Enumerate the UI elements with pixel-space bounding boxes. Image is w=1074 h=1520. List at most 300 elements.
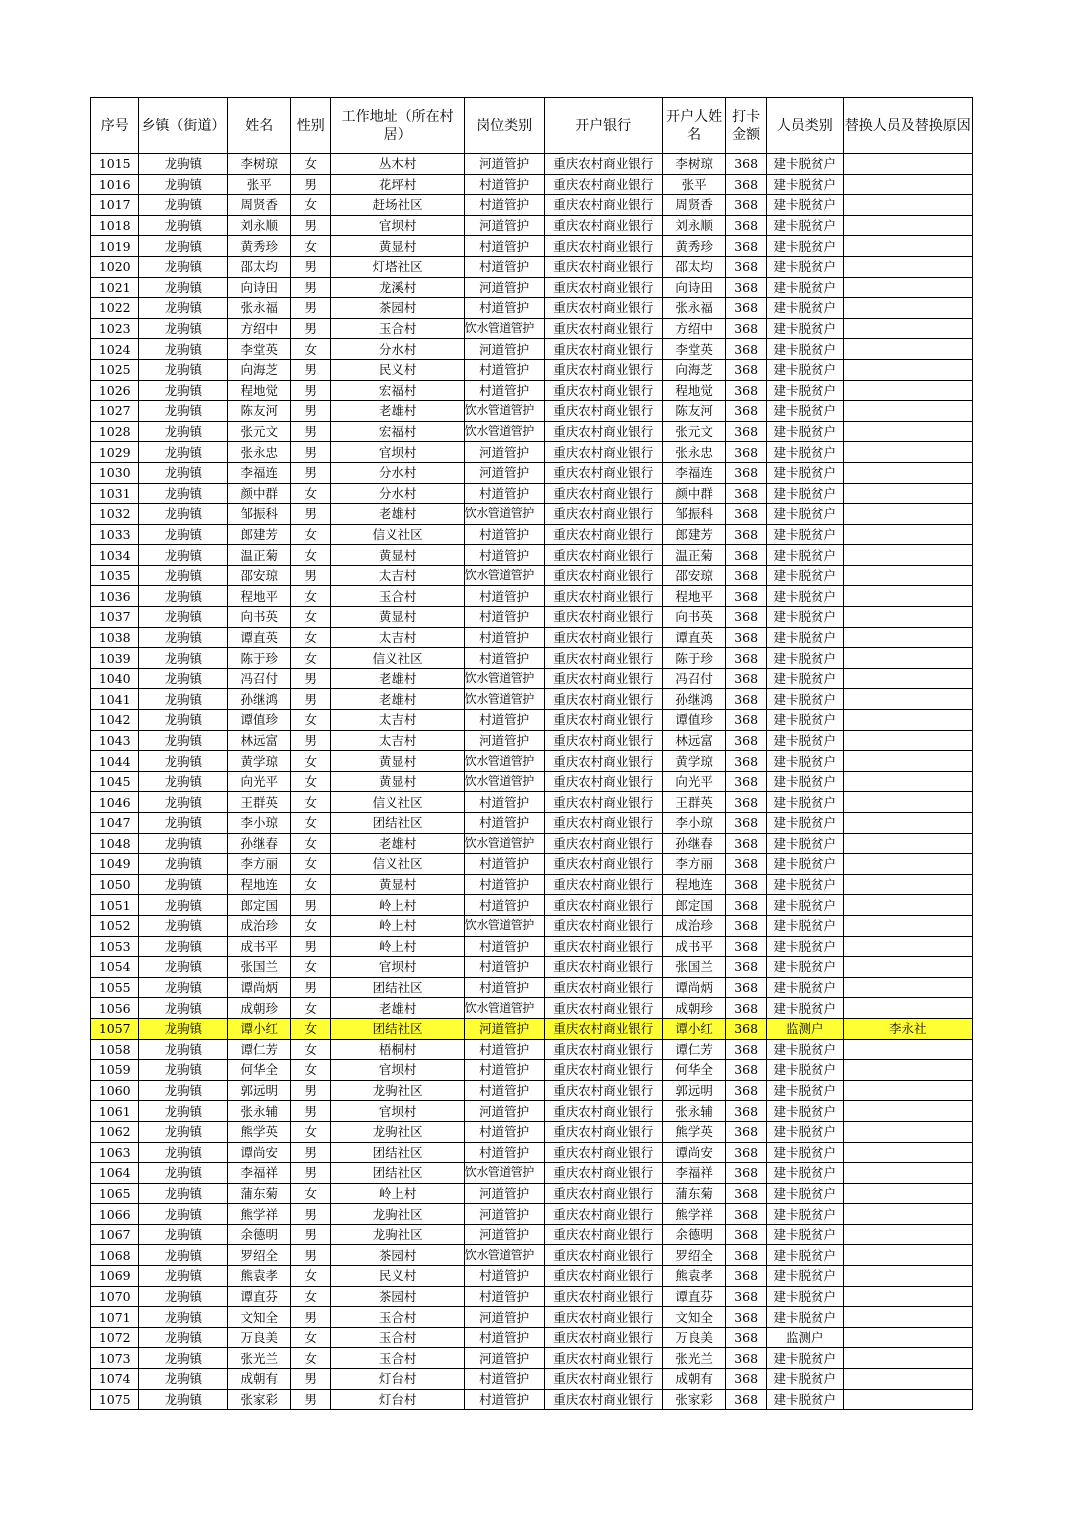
replacement-cell [843, 442, 972, 463]
township-cell: 龙驹镇 [139, 1224, 228, 1245]
account-holder-cell: 张国兰 [662, 957, 726, 978]
township-cell: 龙驹镇 [139, 1266, 228, 1287]
work-address-cell: 老雄村 [331, 401, 464, 422]
replacement-cell [843, 1327, 972, 1348]
account-holder-cell: 温正菊 [662, 545, 726, 566]
serial-cell: 1047 [91, 813, 139, 834]
township-cell: 龙驹镇 [139, 236, 228, 257]
township-cell: 龙驹镇 [139, 1348, 228, 1369]
position-cell: 村道管护 [464, 1327, 544, 1348]
work-address-cell: 团结社区 [331, 1163, 464, 1184]
work-address-cell: 黄显村 [331, 751, 464, 772]
amount-cell: 368 [726, 442, 766, 463]
township-cell: 龙驹镇 [139, 545, 228, 566]
township-cell: 龙驹镇 [139, 215, 228, 236]
amount-cell: 368 [726, 607, 766, 628]
person-type-cell: 建卡脱贫户 [766, 771, 843, 792]
township-cell: 龙驹镇 [139, 1039, 228, 1060]
replacement-cell [843, 813, 972, 834]
bank-cell: 重庆农村商业银行 [544, 565, 662, 586]
replacement-cell [843, 1369, 972, 1390]
gender-cell: 女 [291, 957, 331, 978]
amount-cell: 368 [726, 380, 766, 401]
gender-cell: 男 [291, 689, 331, 710]
account-holder-cell: 谭尚炳 [662, 977, 726, 998]
serial-cell: 1075 [91, 1389, 139, 1410]
table-row [91, 421, 973, 442]
position-cell: 河道管护 [464, 1018, 544, 1039]
work-address-cell: 花坪村 [331, 174, 464, 195]
work-address-cell: 团结社区 [331, 813, 464, 834]
replacement-cell [843, 854, 972, 875]
table-row [91, 915, 973, 936]
person-type-cell: 建卡脱贫户 [766, 648, 843, 669]
serial-cell: 1037 [91, 607, 139, 628]
name-cell: 程地觉 [228, 380, 291, 401]
account-holder-cell: 成书平 [662, 936, 726, 957]
position-cell: 村道管护 [464, 1389, 544, 1410]
serial-cell: 1059 [91, 1060, 139, 1081]
name-cell: 谭仁芳 [228, 1039, 291, 1060]
person-type-cell: 建卡脱贫户 [766, 586, 843, 607]
amount-cell: 368 [726, 1060, 766, 1081]
table-row [91, 565, 973, 586]
table-row [91, 462, 973, 483]
account-holder-cell: 程地连 [662, 874, 726, 895]
amount-cell: 368 [726, 1101, 766, 1122]
bank-cell: 重庆农村商业银行 [544, 874, 662, 895]
person-type-cell: 建卡脱贫户 [766, 462, 843, 483]
amount-cell: 368 [726, 277, 766, 298]
replacement-cell [843, 1224, 972, 1245]
serial-cell: 1021 [91, 277, 139, 298]
township-cell: 龙驹镇 [139, 957, 228, 978]
account-holder-cell: 方绍中 [662, 318, 726, 339]
replacement-cell [843, 236, 972, 257]
bank-cell: 重庆农村商业银行 [544, 1369, 662, 1390]
name-cell: 颜中群 [228, 483, 291, 504]
bank-cell: 重庆农村商业银行 [544, 401, 662, 422]
bank-cell: 重庆农村商业银行 [544, 318, 662, 339]
serial-cell: 1027 [91, 401, 139, 422]
name-cell: 谭直英 [228, 627, 291, 648]
bank-cell: 重庆农村商业银行 [544, 1060, 662, 1081]
bank-cell: 重庆农村商业银行 [544, 854, 662, 875]
table-row [91, 339, 973, 360]
account-holder-cell: 向光平 [662, 771, 726, 792]
account-holder-cell: 陈于珍 [662, 648, 726, 669]
gender-cell: 女 [291, 1183, 331, 1204]
person-type-cell: 建卡脱贫户 [766, 524, 843, 545]
amount-cell: 368 [726, 298, 766, 319]
replacement-cell [843, 504, 972, 525]
amount-cell: 368 [726, 648, 766, 669]
name-cell: 李福祥 [228, 1163, 291, 1184]
township-cell: 龙驹镇 [139, 1245, 228, 1266]
position-cell: 村道管护 [464, 874, 544, 895]
person-type-cell: 建卡脱贫户 [766, 1307, 843, 1328]
person-type-cell: 建卡脱贫户 [766, 1142, 843, 1163]
bank-cell: 重庆农村商业银行 [544, 1286, 662, 1307]
bank-cell: 重庆农村商业银行 [544, 215, 662, 236]
bank-cell: 重庆农村商业银行 [544, 1101, 662, 1122]
township-cell: 龙驹镇 [139, 586, 228, 607]
account-holder-cell: 谭小红 [662, 1018, 726, 1039]
bank-cell: 重庆农村商业银行 [544, 174, 662, 195]
serial-cell: 1057 [91, 1018, 139, 1039]
amount-cell: 368 [726, 195, 766, 216]
serial-cell: 1026 [91, 380, 139, 401]
work-address-cell: 黄显村 [331, 545, 464, 566]
account-holder-cell: 熊学英 [662, 1121, 726, 1142]
amount-cell: 368 [726, 854, 766, 875]
serial-cell: 1039 [91, 648, 139, 669]
col-header-replacement: 替换人员及替换原因 [843, 98, 972, 154]
gender-cell: 男 [291, 1224, 331, 1245]
gender-cell: 男 [291, 1142, 331, 1163]
name-cell: 熊学祥 [228, 1204, 291, 1225]
person-type-cell: 建卡脱贫户 [766, 710, 843, 731]
person-type-cell: 建卡脱贫户 [766, 1163, 843, 1184]
serial-cell: 1061 [91, 1101, 139, 1122]
account-holder-cell: 余德明 [662, 1224, 726, 1245]
table-row [91, 215, 973, 236]
replacement-cell [843, 895, 972, 916]
gender-cell: 女 [291, 545, 331, 566]
bank-cell: 重庆农村商业银行 [544, 627, 662, 648]
position-cell: 村道管护 [464, 1060, 544, 1081]
replacement-cell [843, 648, 972, 669]
bank-cell: 重庆农村商业银行 [544, 895, 662, 916]
table-row [91, 648, 973, 669]
table-row [91, 524, 973, 545]
account-holder-cell: 何华全 [662, 1060, 726, 1081]
table-row [91, 586, 973, 607]
account-holder-cell: 邵太均 [662, 256, 726, 277]
person-type-cell: 建卡脱贫户 [766, 1060, 843, 1081]
work-address-cell: 官坝村 [331, 442, 464, 463]
position-cell: 村道管护 [464, 1080, 544, 1101]
amount-cell: 368 [726, 874, 766, 895]
replacement-cell [843, 627, 972, 648]
person-type-cell: 建卡脱贫户 [766, 504, 843, 525]
amount-cell: 368 [726, 483, 766, 504]
work-address-cell: 老雄村 [331, 668, 464, 689]
township-cell: 龙驹镇 [139, 524, 228, 545]
township-cell: 龙驹镇 [139, 854, 228, 875]
table-row [91, 277, 973, 298]
work-address-cell: 太吉村 [331, 627, 464, 648]
position-cell: 村道管护 [464, 648, 544, 669]
township-cell: 龙驹镇 [139, 668, 228, 689]
bank-cell: 重庆农村商业银行 [544, 957, 662, 978]
person-type-cell: 建卡脱贫户 [766, 1101, 843, 1122]
person-type-cell: 建卡脱贫户 [766, 915, 843, 936]
replacement-cell [843, 318, 972, 339]
table-row [91, 545, 973, 566]
account-holder-cell: 张永辅 [662, 1101, 726, 1122]
amount-cell: 368 [726, 586, 766, 607]
table-row [91, 957, 973, 978]
bank-cell: 重庆农村商业银行 [544, 1327, 662, 1348]
township-cell: 龙驹镇 [139, 1369, 228, 1390]
replacement-cell [843, 586, 972, 607]
amount-cell: 368 [726, 174, 766, 195]
work-address-cell: 老雄村 [331, 689, 464, 710]
table-row [91, 195, 973, 216]
name-cell: 张国兰 [228, 957, 291, 978]
table-row [91, 1369, 973, 1390]
amount-cell: 368 [726, 421, 766, 442]
replacement-cell [843, 545, 972, 566]
table-row [91, 1245, 973, 1266]
person-type-cell: 建卡脱贫户 [766, 1266, 843, 1287]
work-address-cell: 黄显村 [331, 874, 464, 895]
account-holder-cell: 熊学祥 [662, 1204, 726, 1225]
work-address-cell: 龙溪村 [331, 277, 464, 298]
account-holder-cell: 张家彩 [662, 1389, 726, 1410]
position-cell: 饮水管道管护 [464, 833, 544, 854]
bank-cell: 重庆农村商业银行 [544, 668, 662, 689]
col-header-work-address: 工作地址（所在村居） [331, 98, 464, 154]
person-type-cell: 建卡脱贫户 [766, 174, 843, 195]
position-cell: 河道管护 [464, 215, 544, 236]
name-cell: 张永辅 [228, 1101, 291, 1122]
bank-cell: 重庆农村商业银行 [544, 586, 662, 607]
amount-cell: 368 [726, 524, 766, 545]
person-type-cell: 建卡脱贫户 [766, 854, 843, 875]
replacement-cell [843, 483, 972, 504]
amount-cell: 368 [726, 236, 766, 257]
township-cell: 龙驹镇 [139, 1018, 228, 1039]
work-address-cell: 龙驹社区 [331, 1080, 464, 1101]
replacement-cell [843, 1163, 972, 1184]
amount-cell: 368 [726, 1121, 766, 1142]
replacement-cell [843, 195, 972, 216]
person-type-cell: 建卡脱贫户 [766, 977, 843, 998]
account-holder-cell: 蒲东菊 [662, 1183, 726, 1204]
position-cell: 村道管护 [464, 792, 544, 813]
serial-cell: 1058 [91, 1039, 139, 1060]
name-cell: 张永忠 [228, 442, 291, 463]
gender-cell: 男 [291, 462, 331, 483]
name-cell: 成朝有 [228, 1369, 291, 1390]
serial-cell: 1023 [91, 318, 139, 339]
serial-cell: 1074 [91, 1369, 139, 1390]
table-row [91, 854, 973, 875]
amount-cell: 368 [726, 1163, 766, 1184]
person-type-cell: 建卡脱贫户 [766, 195, 843, 216]
person-type-cell: 建卡脱贫户 [766, 442, 843, 463]
person-type-cell: 建卡脱贫户 [766, 1348, 843, 1369]
gender-cell: 男 [291, 256, 331, 277]
gender-cell: 女 [291, 1018, 331, 1039]
account-holder-cell: 向书英 [662, 607, 726, 628]
bank-cell: 重庆农村商业银行 [544, 421, 662, 442]
replacement-cell [843, 1266, 972, 1287]
person-type-cell: 建卡脱贫户 [766, 833, 843, 854]
work-address-cell: 太吉村 [331, 710, 464, 731]
account-holder-cell: 谭尚安 [662, 1142, 726, 1163]
township-cell: 龙驹镇 [139, 1101, 228, 1122]
serial-cell: 1063 [91, 1142, 139, 1163]
amount-cell: 368 [726, 915, 766, 936]
table-row [91, 1224, 973, 1245]
amount-cell: 368 [726, 627, 766, 648]
gender-cell: 男 [291, 730, 331, 751]
gender-cell: 女 [291, 1348, 331, 1369]
gender-cell: 男 [291, 174, 331, 195]
work-address-cell: 官坝村 [331, 1101, 464, 1122]
replacement-cell [843, 1060, 972, 1081]
table-row [91, 1389, 973, 1410]
account-holder-cell: 向海芝 [662, 359, 726, 380]
amount-cell: 368 [726, 1389, 766, 1410]
serial-cell: 1046 [91, 792, 139, 813]
position-cell: 饮水管道管护 [464, 1163, 544, 1184]
position-cell: 饮水管道管护 [464, 1245, 544, 1266]
account-holder-cell: 谭仁芳 [662, 1039, 726, 1060]
name-cell: 成朝珍 [228, 998, 291, 1019]
amount-cell: 368 [726, 977, 766, 998]
work-address-cell: 玉合村 [331, 1307, 464, 1328]
work-address-cell: 团结社区 [331, 1018, 464, 1039]
serial-cell: 1035 [91, 565, 139, 586]
bank-cell: 重庆农村商业银行 [544, 1204, 662, 1225]
township-cell: 龙驹镇 [139, 689, 228, 710]
serial-cell: 1056 [91, 998, 139, 1019]
amount-cell: 368 [726, 710, 766, 731]
bank-cell: 重庆农村商业银行 [544, 648, 662, 669]
township-cell: 龙驹镇 [139, 154, 228, 175]
serial-cell: 1060 [91, 1080, 139, 1101]
work-address-cell: 分水村 [331, 483, 464, 504]
bank-cell: 重庆农村商业银行 [544, 483, 662, 504]
township-cell: 龙驹镇 [139, 771, 228, 792]
replacement-cell [843, 339, 972, 360]
name-cell: 张元文 [228, 421, 291, 442]
position-cell: 村道管护 [464, 895, 544, 916]
township-cell: 龙驹镇 [139, 318, 228, 339]
amount-cell: 368 [726, 1142, 766, 1163]
serial-cell: 1016 [91, 174, 139, 195]
table-row [91, 1307, 973, 1328]
person-type-cell: 建卡脱贫户 [766, 277, 843, 298]
name-cell: 谭直芬 [228, 1286, 291, 1307]
serial-cell: 1030 [91, 462, 139, 483]
work-address-cell: 岭上村 [331, 1183, 464, 1204]
table-row [91, 833, 973, 854]
township-cell: 龙驹镇 [139, 627, 228, 648]
replacement-cell [843, 1204, 972, 1225]
position-cell: 村道管护 [464, 977, 544, 998]
work-address-cell: 信义社区 [331, 648, 464, 669]
table-row [91, 792, 973, 813]
position-cell: 河道管护 [464, 1224, 544, 1245]
township-cell: 龙驹镇 [139, 977, 228, 998]
gender-cell: 男 [291, 668, 331, 689]
position-cell: 村道管护 [464, 1266, 544, 1287]
account-holder-cell: 程地平 [662, 586, 726, 607]
township-cell: 龙驹镇 [139, 1307, 228, 1328]
bank-cell: 重庆农村商业银行 [544, 1039, 662, 1060]
township-cell: 龙驹镇 [139, 895, 228, 916]
work-address-cell: 信义社区 [331, 792, 464, 813]
township-cell: 龙驹镇 [139, 751, 228, 772]
serial-cell: 1053 [91, 936, 139, 957]
gender-cell: 男 [291, 1369, 331, 1390]
account-holder-cell: 颜中群 [662, 483, 726, 504]
account-holder-cell: 黄学琼 [662, 751, 726, 772]
position-cell: 饮水管道管护 [464, 668, 544, 689]
account-holder-cell: 万良美 [662, 1327, 726, 1348]
replacement-cell [843, 421, 972, 442]
bank-cell: 重庆农村商业银行 [544, 1266, 662, 1287]
work-address-cell: 太吉村 [331, 730, 464, 751]
amount-cell: 368 [726, 462, 766, 483]
replacement-cell [843, 998, 972, 1019]
gender-cell: 女 [291, 813, 331, 834]
col-header-person-type: 人员类别 [766, 98, 843, 154]
position-cell: 村道管护 [464, 524, 544, 545]
gender-cell: 女 [291, 771, 331, 792]
name-cell: 向光平 [228, 771, 291, 792]
name-cell: 张家彩 [228, 1389, 291, 1410]
replacement-cell [843, 298, 972, 319]
township-cell: 龙驹镇 [139, 339, 228, 360]
work-address-cell: 赶场社区 [331, 195, 464, 216]
work-address-cell: 岭上村 [331, 915, 464, 936]
person-type-cell: 建卡脱贫户 [766, 1369, 843, 1390]
bank-cell: 重庆农村商业银行 [544, 1245, 662, 1266]
work-address-cell: 灯台村 [331, 1369, 464, 1390]
serial-cell: 1029 [91, 442, 139, 463]
serial-cell: 1071 [91, 1307, 139, 1328]
account-holder-cell: 张平 [662, 174, 726, 195]
name-cell: 熊学英 [228, 1121, 291, 1142]
work-address-cell: 黄显村 [331, 607, 464, 628]
gender-cell: 女 [291, 751, 331, 772]
account-holder-cell: 成朝有 [662, 1369, 726, 1390]
table-row [91, 874, 973, 895]
table-row [91, 1327, 973, 1348]
table-row [91, 174, 973, 195]
name-cell: 谭值珍 [228, 710, 291, 731]
table-row [91, 730, 973, 751]
serial-cell: 1028 [91, 421, 139, 442]
township-cell: 龙驹镇 [139, 380, 228, 401]
table-row [91, 401, 973, 422]
township-cell: 龙驹镇 [139, 1121, 228, 1142]
bank-cell: 重庆农村商业银行 [544, 1121, 662, 1142]
gender-cell: 男 [291, 895, 331, 916]
person-type-cell: 建卡脱贫户 [766, 1245, 843, 1266]
position-cell: 村道管护 [464, 545, 544, 566]
amount-cell: 368 [726, 1369, 766, 1390]
serial-cell: 1052 [91, 915, 139, 936]
table-row [91, 442, 973, 463]
amount-cell: 368 [726, 1307, 766, 1328]
col-header-township: 乡镇（街道） [139, 98, 228, 154]
table-row [91, 359, 973, 380]
name-cell: 程地平 [228, 586, 291, 607]
person-type-cell: 建卡脱贫户 [766, 792, 843, 813]
table-row [91, 668, 973, 689]
amount-cell: 368 [726, 813, 766, 834]
serial-cell: 1070 [91, 1286, 139, 1307]
amount-cell: 368 [726, 1183, 766, 1204]
col-header-position: 岗位类别 [464, 98, 544, 154]
